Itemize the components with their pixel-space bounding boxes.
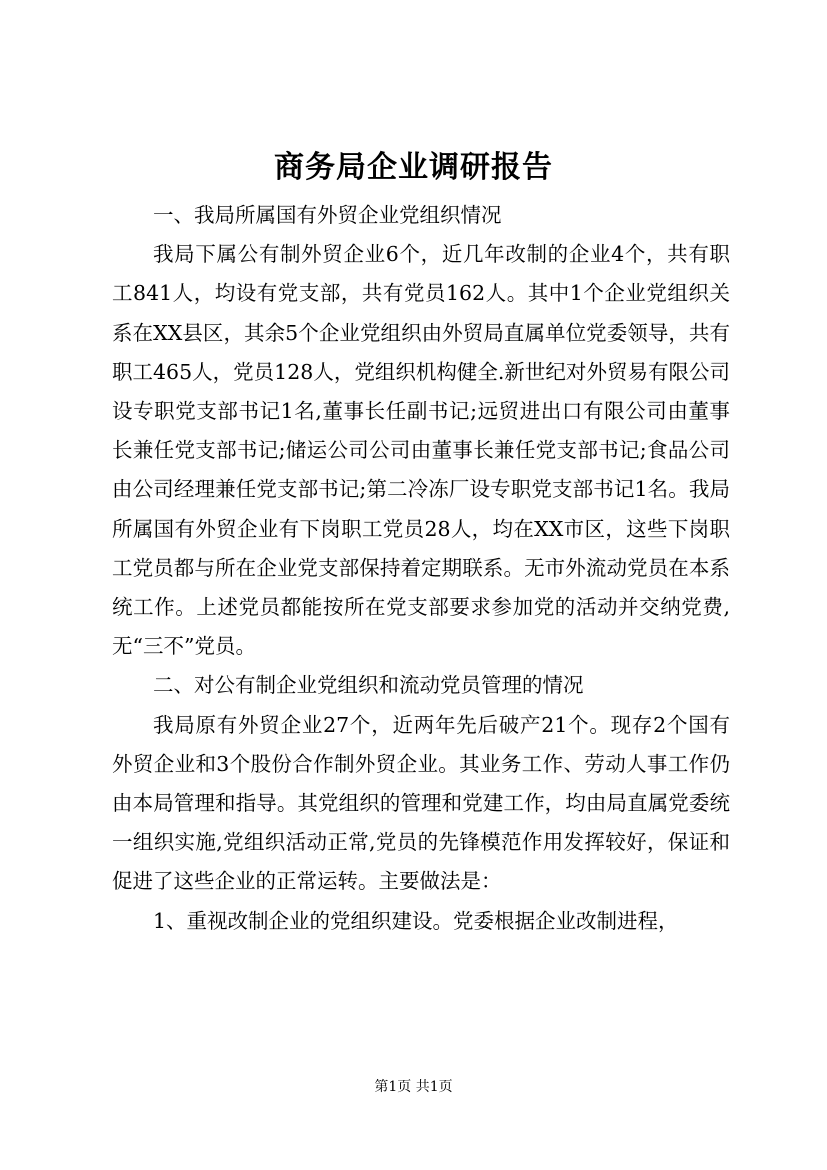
paragraph-1: 我局下属公有制外贸企业6个，近几年改制的企业4个，共有职工841人，均设有党支部，共有党员162人。其中1个企业党组织关系在XX县区，其余5个企业党组织由外贸局直属单位党委领导，共有职工465人，党员128人，党组织机构健全.新世纪对外贸易有限公司设专职党支部书记1名,董事长任副书记;远贸进出口有限公司由董事长兼任党支部书记;储运公司公司由董事长兼任党支部书记;食品公司由公司经理兼任党支部书记;第二冷冻厂设专职党支部书记1名。我局所属国有外贸企业有下岗职工党员28人，均在XX市区，这些下岗职工党员都与所在企业党支部保持着定期联系。无市外流动党员在本系统工作。上述党员都能按所在党支部要求参加党的活动并交纳党费,无“三不”党员。 [112,242,730,659]
document-title: 商务局企业调研报告 [274,150,553,185]
paragraph-2: 我局原有外贸企业27个，近两年先后破产21个。现存2个国有外贸企业和3个股份合作制外贸企业。其业务工作、劳动人事工作仍由本局管理和指导。其党组织的管理和党建工作，均由局直属党委统一组织实施,党组织活动正常,党员的先锋模范作用发挥较好，保证和促进了这些企业的正常运转。主要做法是： [112,712,730,894]
section-heading-1: 一、我局所属国有外贸企业党组织情况 [153,203,502,227]
document-body [112,196,730,941]
section-heading-2: 二、对公有制企业党组织和流动党员管理的情况 [153,673,584,698]
page-footer: 第1页 共1页 [374,1079,453,1095]
paragraph-3: 1、重视改制企业的党组织建设。党委根据企业改制进程， [153,908,679,933]
